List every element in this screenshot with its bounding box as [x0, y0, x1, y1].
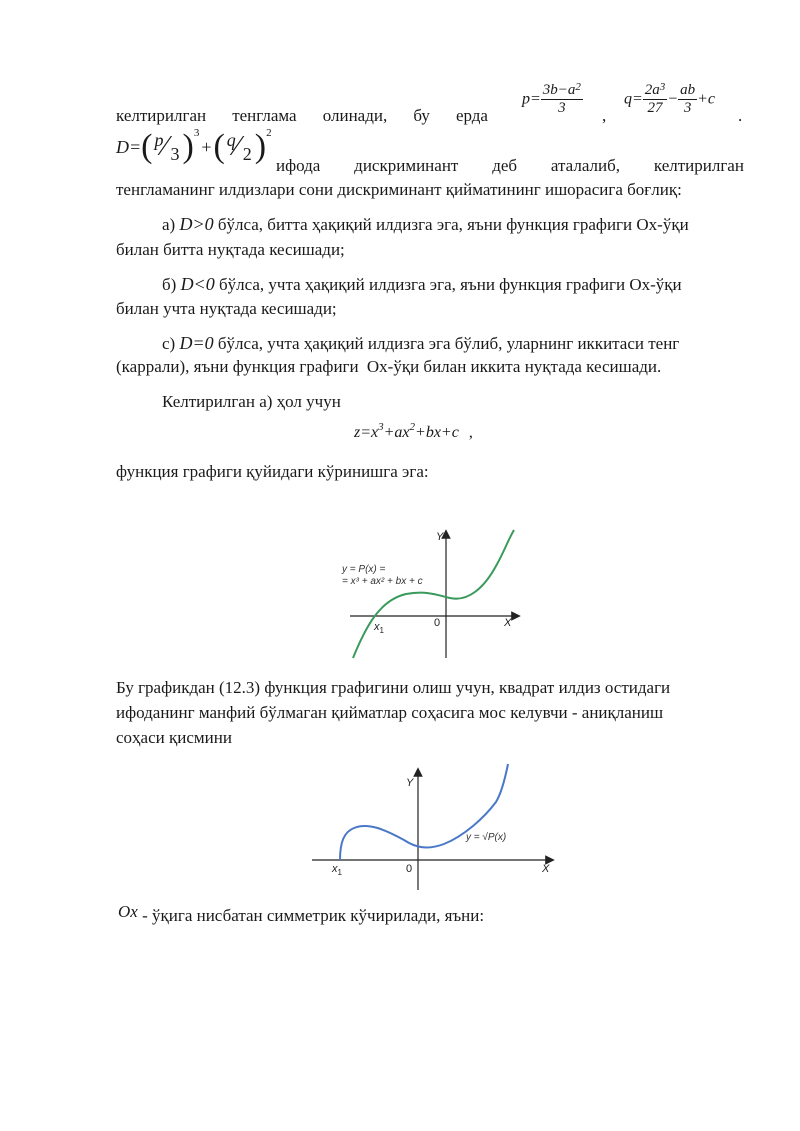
sqrt-curve	[340, 764, 508, 860]
period: .	[738, 106, 743, 125]
q-lhs: q=	[624, 90, 643, 108]
case-b-line1	[162, 274, 682, 295]
d-definition	[116, 127, 272, 165]
case-c-line1	[162, 333, 679, 354]
q-definition	[624, 82, 715, 117]
case-a-line2: билан битта нуқтада кесишади;	[116, 240, 345, 259]
z-e2: 2	[409, 421, 416, 433]
case-b-text: бўлса, учта ҳақиқий илдизга эга, яъни функция графиги	[218, 275, 626, 294]
case-b-cond: D<0	[180, 274, 215, 294]
q-f1-num: 2a	[644, 82, 660, 98]
slash: ⁄	[234, 131, 240, 162]
para2-line1: Бу графикдан (12.3) функция графигини олиш учун, квадрат илдиз остидаги	[116, 678, 671, 697]
case-c-text2a: (каррали), яъни функция графиги	[116, 357, 359, 376]
case-a-tail: -ўқи	[657, 215, 689, 234]
case-a-line1	[162, 214, 689, 235]
fig1-origin-label: 0	[434, 617, 441, 629]
case-c-text2b: -ўқи билан иккита нуқтада кесишади.	[387, 357, 662, 376]
z-e1: 3	[378, 421, 384, 433]
word: деб	[492, 156, 518, 175]
case-a-prefix: а)	[162, 215, 180, 234]
fig1-x-label: X	[504, 617, 512, 629]
fig1-root-label	[373, 621, 385, 635]
z-m1: +ax	[383, 424, 410, 441]
fig2-root-label	[331, 863, 343, 877]
q-f2-num: ab	[680, 82, 696, 98]
last-ox: Ox	[118, 902, 138, 921]
case-c-cond: D=0	[179, 333, 214, 353]
cubic-curve	[353, 530, 514, 658]
p-num-exp: 2	[575, 81, 581, 93]
case-c-prefix: с)	[162, 334, 180, 353]
line3-text	[276, 156, 744, 176]
fig2-eq-label: y = √P(x)	[466, 832, 507, 843]
fig2-origin-label: 0	[406, 863, 413, 875]
d-t1: p	[154, 130, 164, 150]
fig1-root-sub: 1	[379, 626, 384, 635]
word: олинади,	[322, 106, 388, 125]
d-plus: +	[201, 136, 212, 157]
fig2-root: x	[332, 863, 338, 875]
comma: ,	[602, 106, 607, 125]
fig1-root: x	[374, 621, 380, 633]
fig2-y-label: Y	[406, 777, 414, 789]
paren-open: (	[213, 128, 225, 165]
word: аталалиб,	[550, 156, 621, 175]
intro-case-a: Келтирилган а) ҳол учун	[162, 392, 341, 411]
word: дискриминант	[354, 156, 459, 175]
q-fraction-2	[678, 82, 697, 117]
p-den: 3	[558, 100, 566, 116]
fig2-root-sub: 1	[337, 868, 342, 877]
d-exp1: 3	[193, 127, 200, 139]
q-tail: +c	[697, 90, 715, 108]
d-lhs: D=	[116, 136, 142, 157]
q-minus: −	[667, 90, 679, 108]
z-m2: +bx+c	[415, 424, 459, 441]
case-c-ox: Ox	[366, 357, 388, 376]
z-trail: ,	[468, 424, 473, 441]
d-slash-fraction-1	[152, 130, 182, 164]
figure1-svg	[336, 526, 526, 662]
p-definition	[522, 82, 583, 117]
fig2-x-label: X	[542, 863, 550, 875]
fig1-eq-line2: = x³ + ax² + bx + c	[342, 576, 423, 587]
paren-close: )	[254, 128, 267, 165]
case-a-cond: D>0	[179, 214, 214, 234]
z-lhs: z=x	[354, 424, 379, 441]
fig1-eq-line1: y = P(x) =	[342, 564, 386, 575]
z-formula	[354, 421, 473, 442]
last-line	[118, 902, 485, 926]
case-c-text: бўлса, учта ҳақиқий илдизга эга бўлиб, уларнинг иккитаси тенг	[217, 334, 680, 353]
para2-line3: соҳаси қисмини	[116, 728, 232, 747]
case-b-line2: билан учта нуқтада кесишади;	[116, 299, 337, 318]
d-t2: q	[226, 130, 236, 150]
slash: ⁄	[162, 131, 168, 162]
case-a-ox: Ox	[636, 215, 658, 234]
d-slash-fraction-2	[225, 130, 255, 164]
case-a-text: бўлса, битта ҳақиқий илдизга эга, яъни функция графиги	[217, 215, 633, 234]
q-f1-den: 27	[647, 100, 663, 116]
case-c-line2	[116, 357, 661, 377]
figure2-svg	[308, 762, 558, 892]
word: келтирилган	[653, 156, 744, 175]
paren-open: (	[141, 128, 153, 165]
word: бу	[413, 106, 430, 125]
word: ифода	[276, 156, 321, 175]
p-lhs: p=	[522, 90, 541, 108]
d-t1-den: 3	[170, 144, 180, 164]
word: келтирилган	[116, 106, 207, 125]
para2-line2: ифоданинг манфий бўлмаган қийматлар соҳасига мос келувчи - аниқланиш	[116, 703, 664, 722]
last-text: - ўқига нисбатан симметрик кўчирилади, яъни:	[137, 906, 485, 925]
fig1-y-label: Y	[436, 531, 444, 543]
word: тенглама	[232, 106, 297, 125]
paren-close: )	[182, 128, 194, 165]
case-b-tail: -ўқи	[650, 275, 682, 294]
fig1-caption: функция графиги қуйидаги кўринишга эга:	[116, 462, 429, 481]
d-t2-den: 2	[242, 144, 252, 164]
q-fraction-1	[643, 82, 668, 117]
p-fraction	[541, 82, 583, 117]
d-exp2: 2	[266, 127, 272, 139]
word: ерда	[455, 106, 488, 125]
q-f1-exp: 3	[659, 81, 666, 93]
line4-text: тенгламанинг илдизлари сони дискриминант қийматининг ишорасига боғлиқ:	[116, 180, 682, 199]
case-b-prefix: б)	[162, 275, 181, 294]
figure1-cubic-graph	[336, 526, 526, 662]
q-f2-den: 3	[683, 100, 692, 116]
figure2-sqrt-graph	[308, 762, 558, 892]
p-num: 3b−a	[542, 82, 576, 98]
line1-text	[116, 106, 488, 126]
case-b-ox: Ox	[629, 275, 651, 294]
